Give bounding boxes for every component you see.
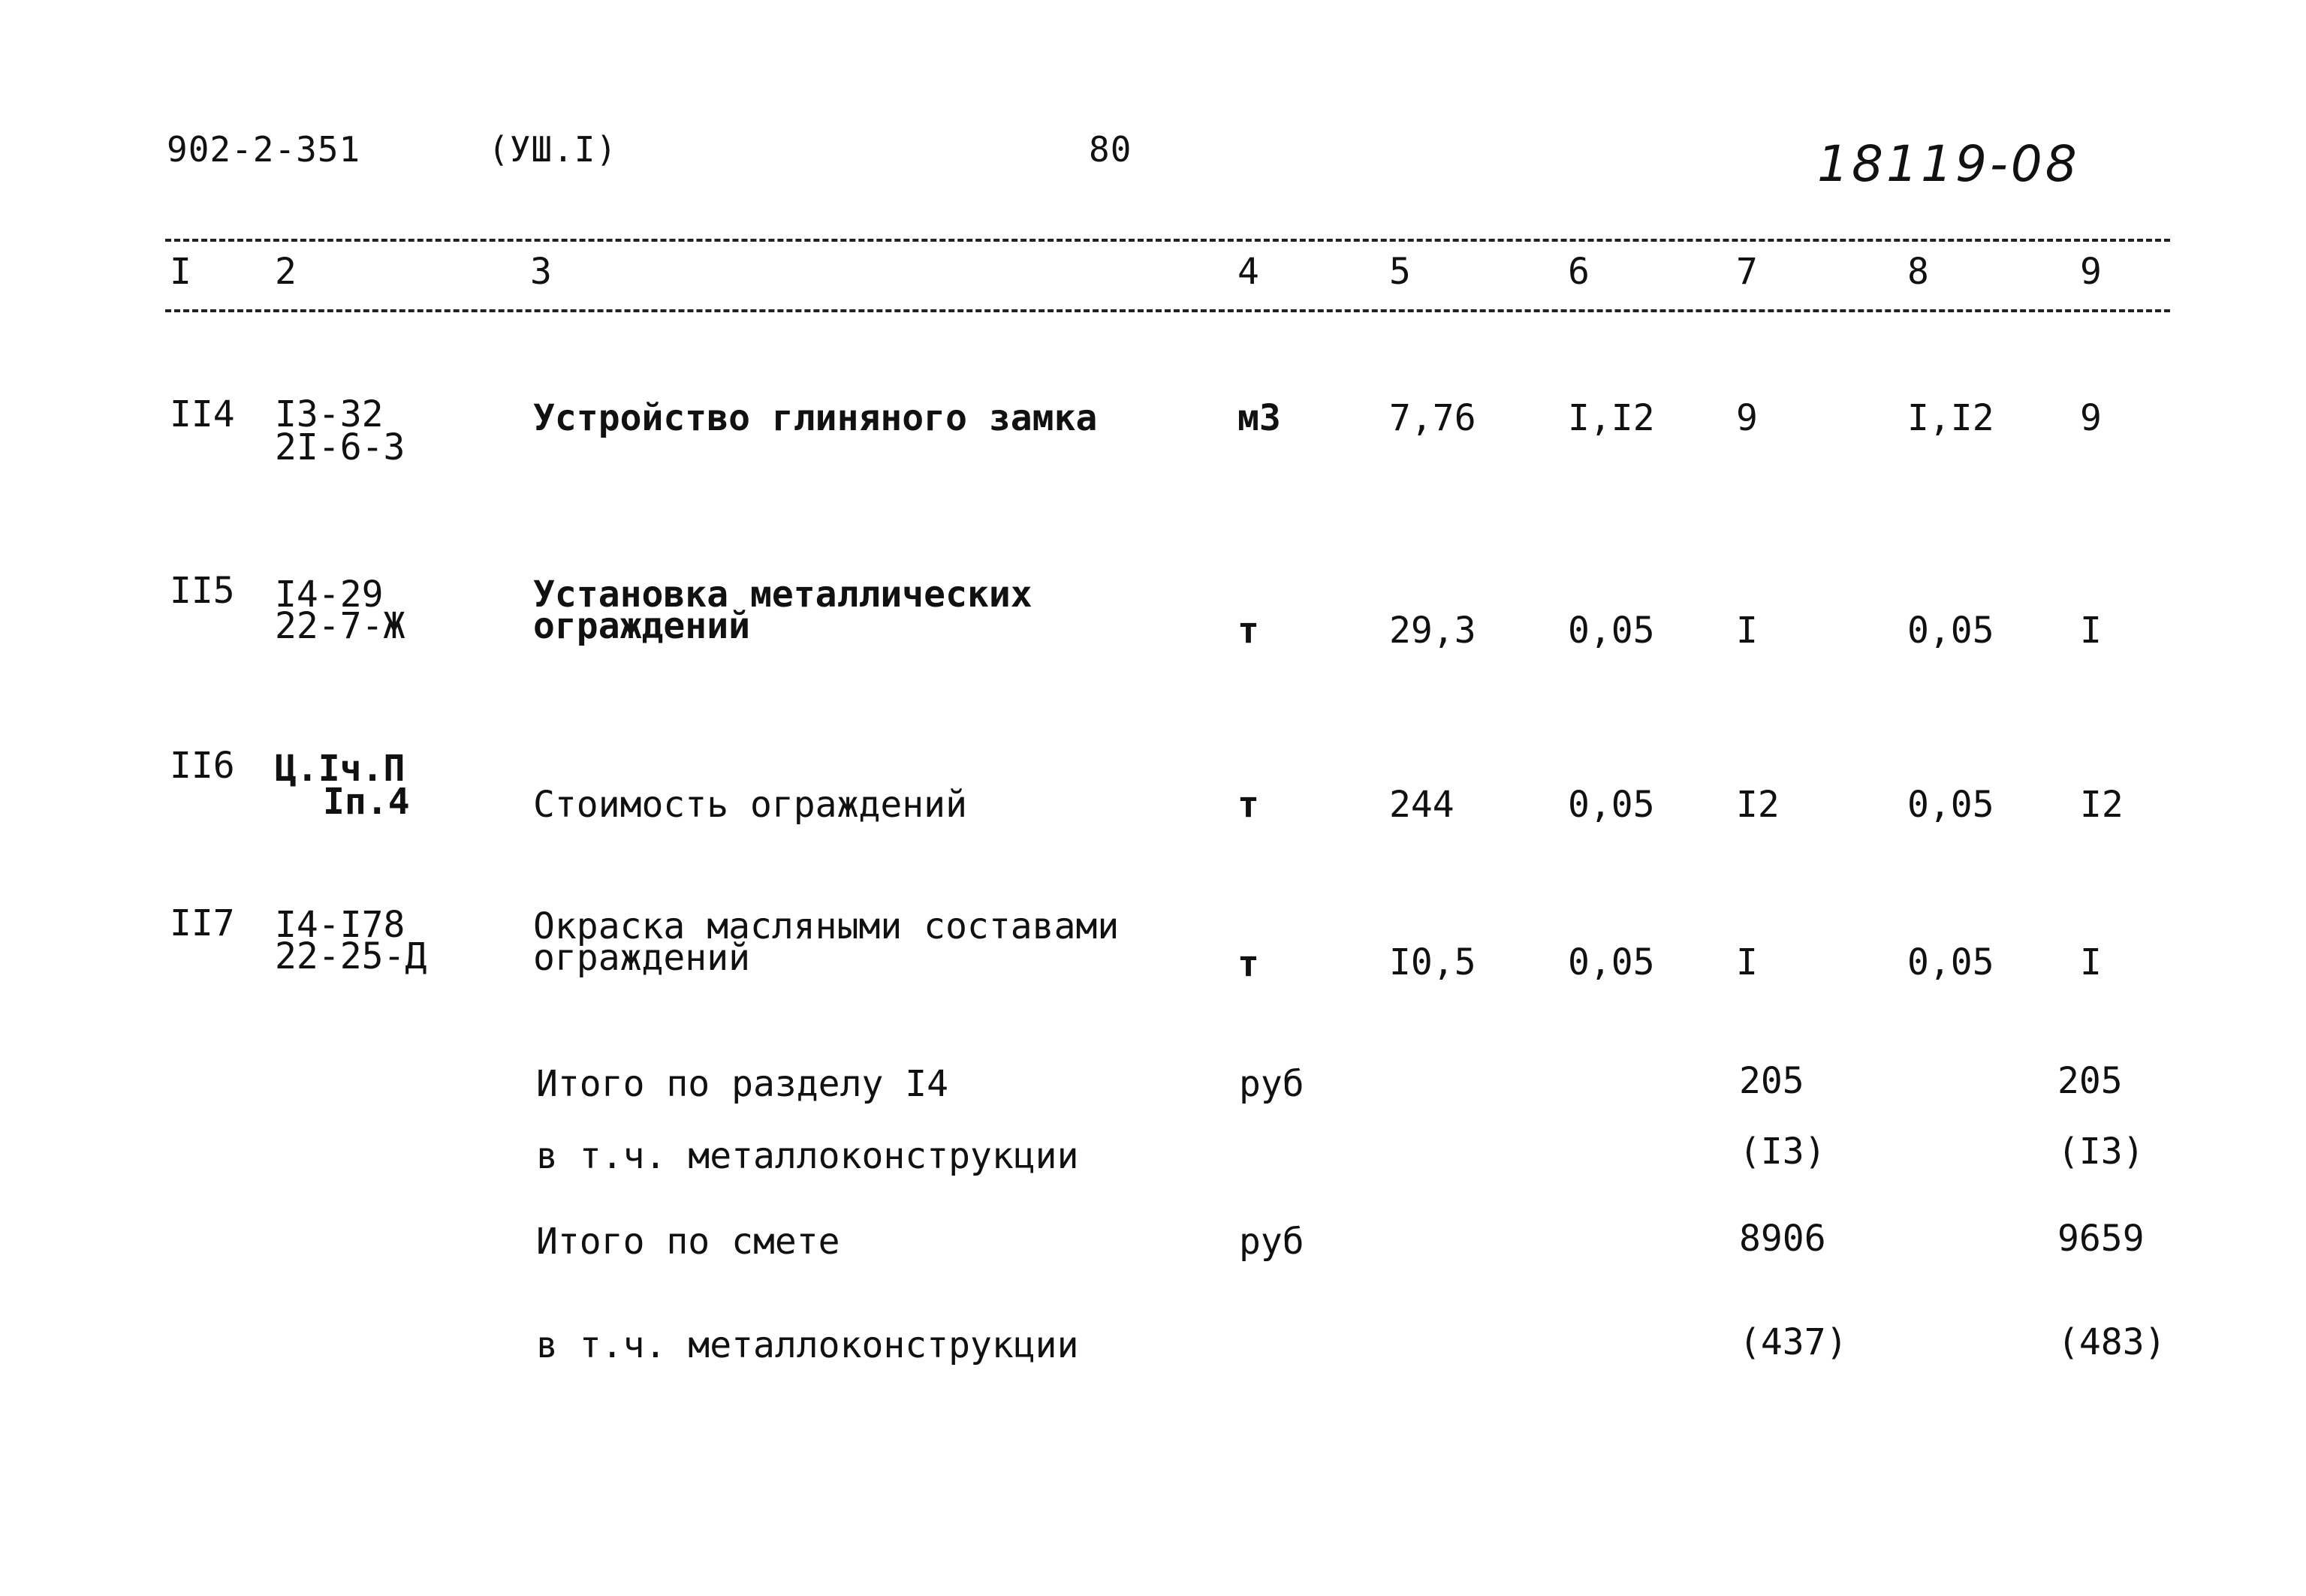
row-number: II5 xyxy=(170,570,235,612)
column-header-4: 4 xyxy=(1237,251,1259,293)
norm-code-line-2: 22-7-Ж xyxy=(275,605,405,647)
column-header-8: 8 xyxy=(1907,251,1929,293)
column-5-value: 244 xyxy=(1389,784,1454,826)
total-column-7: (437) xyxy=(1739,1321,1848,1363)
column-header-6: 6 xyxy=(1568,251,1590,293)
row-number: II4 xyxy=(170,393,235,435)
column-9-value: I xyxy=(2080,941,2102,983)
total-column-9: 205 xyxy=(2057,1060,2123,1102)
page-number: 80 xyxy=(1089,129,1132,170)
norm-code-line-1: I3-32 xyxy=(275,393,384,435)
unit: т xyxy=(1237,943,1259,985)
column-header-1: I xyxy=(170,251,191,293)
column-9-value: 9 xyxy=(2080,397,2102,439)
column-8-value: 0,05 xyxy=(1907,610,1994,652)
total-column-9: 9659 xyxy=(2057,1218,2145,1260)
column-7-value: I xyxy=(1736,610,1758,652)
column-8-value: I,I2 xyxy=(1907,397,1994,439)
total-unit: руб xyxy=(1239,1063,1304,1105)
column-5-value: I0,5 xyxy=(1389,941,1476,983)
section-code: (УШ.I) xyxy=(488,129,618,170)
work-description: Устройство глиняного замка xyxy=(533,397,1098,439)
header-bottom-rule xyxy=(165,309,2170,312)
total-column-7: (I3) xyxy=(1739,1131,1826,1173)
norm-code-line-2: 22-25-Д xyxy=(275,935,427,977)
total-column-7: 205 xyxy=(1739,1060,1804,1102)
document-code: 902-2-351 xyxy=(167,129,361,170)
norm-code-line-2: 2I-6-3 xyxy=(275,426,405,468)
total-label: Итого по разделу I4 xyxy=(536,1063,949,1105)
column-6-value: 0,05 xyxy=(1568,941,1655,983)
total-label: в т.ч. металлоконструкции xyxy=(536,1135,1079,1177)
norm-code-line-1: I4-29 xyxy=(275,574,384,616)
unit: т xyxy=(1237,784,1259,826)
work-description-line-1: Окраска масляными составами xyxy=(533,905,1120,947)
total-label: Итого по смете xyxy=(536,1221,840,1263)
total-column-9: (I3) xyxy=(2057,1131,2145,1173)
unit: м3 xyxy=(1237,397,1281,439)
column-6-value: I,I2 xyxy=(1568,397,1655,439)
column-7-value: 9 xyxy=(1736,397,1758,439)
norm-code-line-2: Iп.4 xyxy=(323,781,410,823)
column-8-value: 0,05 xyxy=(1907,941,1994,983)
header-top-rule xyxy=(165,239,2170,242)
handwritten-stamp-number: 18119-08 xyxy=(1817,135,2080,193)
column-header-2: 2 xyxy=(275,251,297,293)
total-label: в т.ч. металлоконструкции xyxy=(536,1324,1079,1366)
row-number: II7 xyxy=(170,902,235,944)
work-description-line-2: ограждений xyxy=(533,605,750,647)
row-number: II6 xyxy=(170,745,235,787)
work-description-line-2: ограждений xyxy=(533,937,750,979)
column-7-value: I2 xyxy=(1736,784,1780,826)
column-5-value: 7,76 xyxy=(1389,397,1476,439)
work-description: Стоимость ограждений xyxy=(533,784,967,826)
column-9-value: I xyxy=(2080,610,2102,652)
column-header-5: 5 xyxy=(1389,251,1411,293)
column-6-value: 0,05 xyxy=(1568,784,1655,826)
norm-code-line-1: I4-I78 xyxy=(275,904,405,946)
column-header-7: 7 xyxy=(1736,251,1758,293)
column-6-value: 0,05 xyxy=(1568,610,1655,652)
column-8-value: 0,05 xyxy=(1907,784,1994,826)
column-5-value: 29,3 xyxy=(1389,610,1476,652)
unit: т xyxy=(1237,610,1259,652)
norm-code-line-1: Ц.Iч.П xyxy=(275,748,405,790)
total-column-7: 8906 xyxy=(1739,1218,1826,1260)
column-header-9: 9 xyxy=(2080,251,2102,293)
column-7-value: I xyxy=(1736,941,1758,983)
column-header-3: 3 xyxy=(530,251,552,293)
total-unit: руб xyxy=(1239,1221,1304,1263)
column-9-value: I2 xyxy=(2080,784,2124,826)
work-description-line-1: Установка металлических xyxy=(533,574,1032,616)
total-column-9: (483) xyxy=(2057,1321,2166,1363)
